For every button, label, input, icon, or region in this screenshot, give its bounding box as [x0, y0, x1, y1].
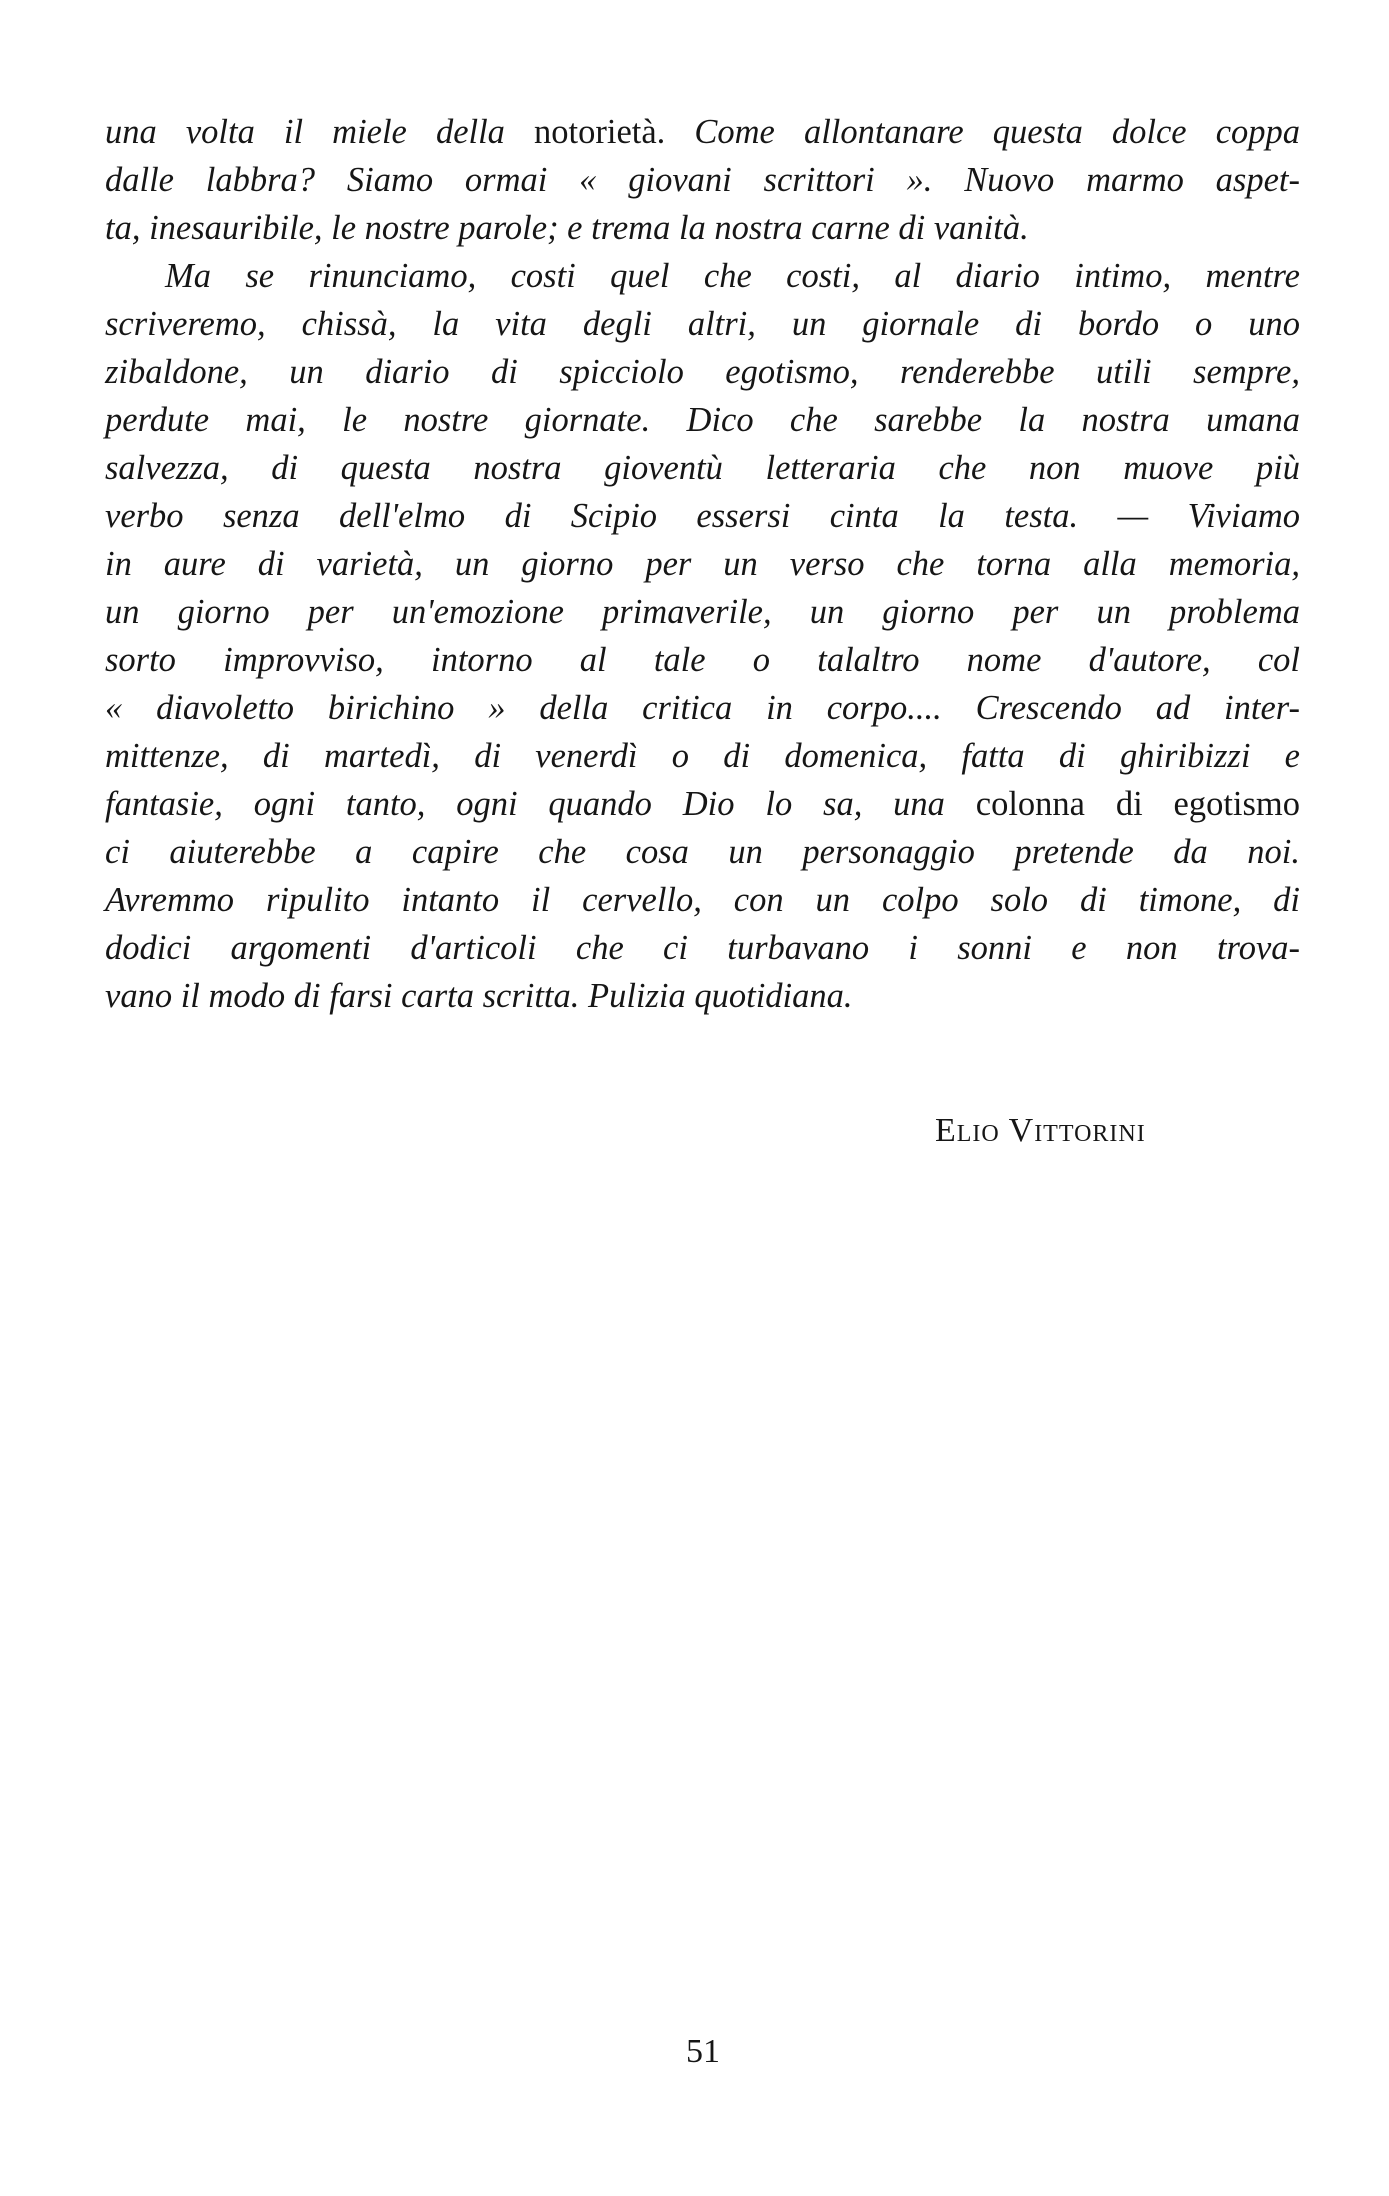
text-segment-roman: notorietà. — [534, 113, 666, 151]
text-line: dodici argomenti d'articoli che ci turbavano i sonni e non trova- — [105, 929, 1300, 967]
text-line: Avremmo ripulito intanto il cervello, con un colpo solo di timone, di — [105, 881, 1300, 919]
text-line: dalle labbra? Siamo ormai « giovani scrittori ». Nuovo marmo aspet- — [105, 161, 1300, 199]
text-line: ta, inesauribile, le nostre parole; e trema la nostra carne di vanità. — [105, 209, 1029, 247]
text-line: scriveremo, chissà, la vita degli altri, un giornale di bordo o uno — [105, 305, 1300, 343]
text-line: perdute mai, le nostre giornate. Dico che sarebbe la nostra umana — [105, 401, 1300, 439]
text-line: zibaldone, un diario di spicciolo egotismo, renderebbe utili sempre, — [105, 353, 1300, 391]
text-segment-roman: colonna — [975, 785, 1085, 823]
text-line — [105, 780, 1300, 828]
text-line: ci aiuterebbe a capire che cosa un personaggio pretende da noi. — [105, 833, 1300, 871]
author-signature — [935, 1112, 1146, 1150]
text-line: « diavoletto birichino » della critica in corpo.... Crescendo ad inter- — [105, 689, 1300, 727]
text-segment: fantasie, ogni tanto, ogni quando Dio lo sa, una — [105, 785, 945, 823]
text-segment: una volta il miele della — [105, 113, 505, 151]
author-name: Elio Vittorini — [935, 1112, 1146, 1149]
page-number: 51 — [686, 2033, 720, 2070]
text-line — [105, 108, 1300, 156]
text-segment-roman: egotismo — [1173, 785, 1301, 823]
text-line: verbo senza dell'elmo di Scipio essersi cinta la testa. — Viviamo — [105, 497, 1300, 535]
text-line: un giorno per un'emozione primaverile, un giorno per un problema — [105, 593, 1300, 631]
text-segment-roman: di — [1115, 785, 1143, 823]
body-text — [105, 108, 1300, 1020]
text-segment: Come allontanare questa dolce coppa — [694, 113, 1301, 151]
text-line: sorto improvviso, intorno al tale o talaltro nome d'autore, col — [105, 641, 1300, 679]
text-line: vano il modo di farsi carta scritta. Pulizia quotidiana. — [105, 977, 853, 1015]
text-line: salvezza, di questa nostra gioventù letteraria che non muove più — [105, 449, 1300, 487]
paragraph-first-line: Ma se rinunciamo, costi quel che costi, al diario intimo, mentre — [165, 257, 1300, 295]
text-line: mittenze, di martedì, di venerdì o di domenica, fatta di ghiribizzi e — [105, 737, 1300, 775]
text-line: in aure di varietà, un giorno per un verso che torna alla memoria, — [105, 545, 1300, 583]
